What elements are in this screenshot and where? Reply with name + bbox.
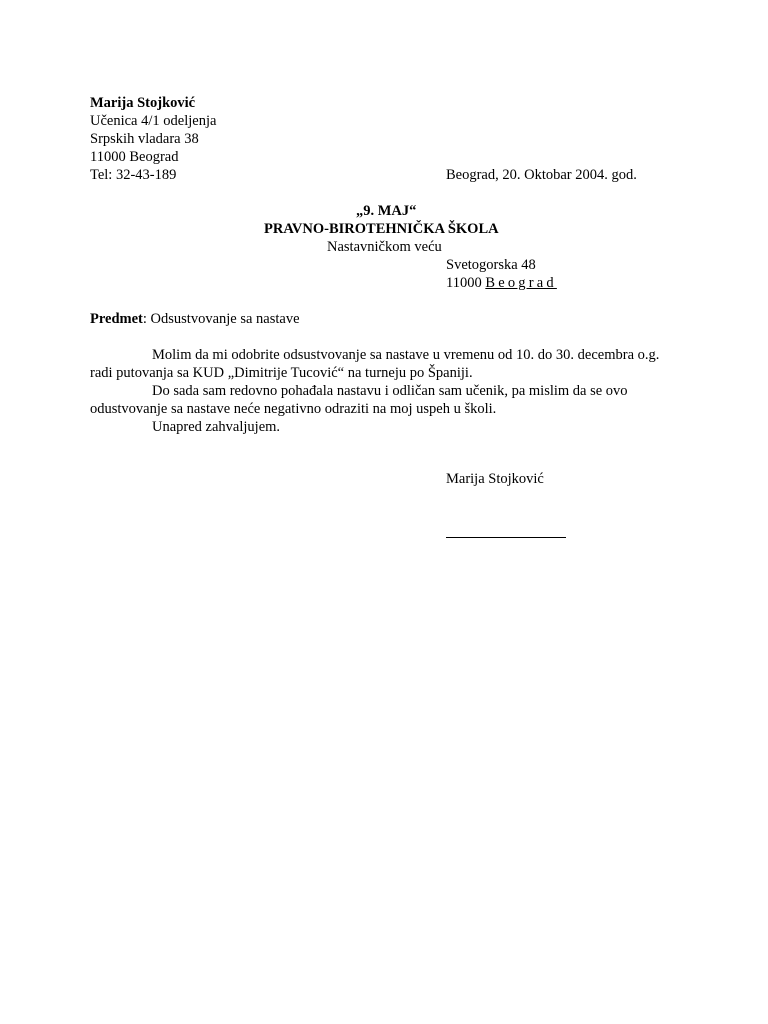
letter-date: Beograd, 20. Oktobar 2004. god. [446, 167, 637, 183]
sender-phone: Tel: 32-43-189 [90, 167, 177, 183]
school-name: „9. MAJ“ [356, 203, 417, 219]
recipient-city-line [446, 274, 557, 292]
body-p2-line2: odustvovanje sa nastave neće negativno odraziti na moj uspeh u školi. [90, 401, 497, 417]
subject-line [90, 310, 300, 328]
subject-text: : Odsustvovanje sa nastave [142, 311, 300, 327]
school-type: PRAVNO-BIROTEHNIČKA ŠKOLA [264, 221, 499, 237]
recipient-street: Svetogorska 48 [446, 257, 536, 273]
recipient-city: Beograd [485, 275, 557, 291]
body-closing: Unapred zahvaljujem. [152, 419, 281, 435]
sender-name: Marija Stojković [90, 95, 196, 111]
recipient-postal: 11000 [446, 275, 486, 291]
body-p2-line1: Do sada sam redovno pohađala nastavu i odličan sam učenik, pa mislim da se ovo [152, 383, 628, 399]
subject-label: Predmet [90, 311, 143, 327]
body-p1-line1: Molim da mi odobrite odsustvovanje sa nastave u vremenu od 10. do 30. decembra o.g. [152, 347, 660, 363]
sender-street: Srpskih vladara 38 [90, 131, 199, 147]
sender-class: Učenica 4/1 odeljenja [90, 113, 217, 129]
signature-line [446, 537, 566, 538]
body-p1-line2: radi putovanja sa KUD „Dimitrije Tucović“ na turneju po Španiji. [90, 365, 473, 381]
signature-name: Marija Stojković [446, 471, 544, 487]
addressee: Nastavničkom veću [327, 239, 442, 255]
sender-city: 11000 Beograd [90, 149, 179, 165]
